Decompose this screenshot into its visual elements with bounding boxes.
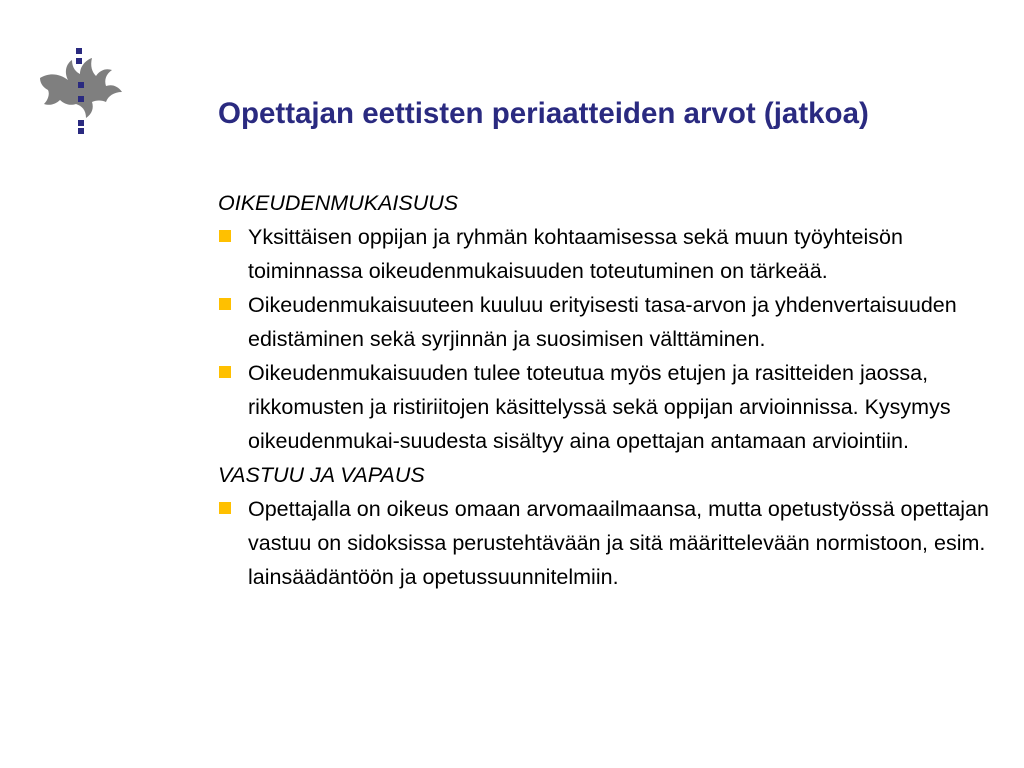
logo-dot: [78, 128, 84, 134]
bullet-list: [218, 492, 998, 594]
logo-dot: [76, 58, 82, 64]
section-vastuu-ja-vapaus: [218, 458, 998, 594]
slide-title: Opettajan eettisten periaatteiden arvot (jatkoa): [218, 97, 869, 130]
square-bullet-icon: [219, 366, 231, 378]
square-bullet-icon: [219, 298, 231, 310]
logo-dot: [78, 120, 84, 126]
square-bullet-icon: [219, 230, 231, 242]
flame-logo-graphic: [36, 44, 126, 136]
bullet-text: Opettajalla on oikeus omaan arvomaailmaansa, mutta opetustyössä opettajan vastuu on sidoksissa perustehtävään ja sitä määrittelevään normistoon, esim. lainsäädäntöön ja opetussuunnitelmiin.: [248, 497, 989, 589]
university-flame-logo-icon: [36, 44, 126, 136]
logo-dot: [78, 96, 84, 102]
section-heading: OIKEUDENMUKAISUUS: [218, 191, 459, 215]
logo-dot: [78, 82, 84, 88]
bullet-item: [218, 356, 998, 458]
section-heading: VASTUU JA VAPAUS: [218, 463, 425, 487]
bullet-text: Oikeudenmukaisuuteen kuuluu erityisesti tasa-arvon ja yhdenvertaisuuden edistäminen sekä syrjinnän ja suosimisen välttäminen.: [248, 293, 957, 351]
bullet-text: Yksittäisen oppijan ja ryhmän kohtaamisessa sekä muun työyhteisön toiminnassa oikeudenmukaisuuden toteutuminen on tärkeää.: [248, 225, 903, 283]
bullet-list: [218, 220, 998, 458]
logo-dot: [76, 48, 82, 54]
bullet-item: [218, 220, 998, 288]
slide-body: [218, 186, 998, 594]
bullet-item: [218, 492, 998, 594]
bullet-item: [218, 288, 998, 356]
square-bullet-icon: [219, 502, 231, 514]
section-oikeudenmukaisuus: [218, 186, 998, 458]
bullet-text: Oikeudenmukaisuuden tulee toteutua myös etujen ja rasitteiden jaossa, rikkomusten ja ristiriitojen käsittelyssä sekä oppijan arvioinnissa. Kysymys oikeudenmukai-suudesta sisältyy aina opettajan antamaan arviointiin.: [248, 361, 951, 453]
